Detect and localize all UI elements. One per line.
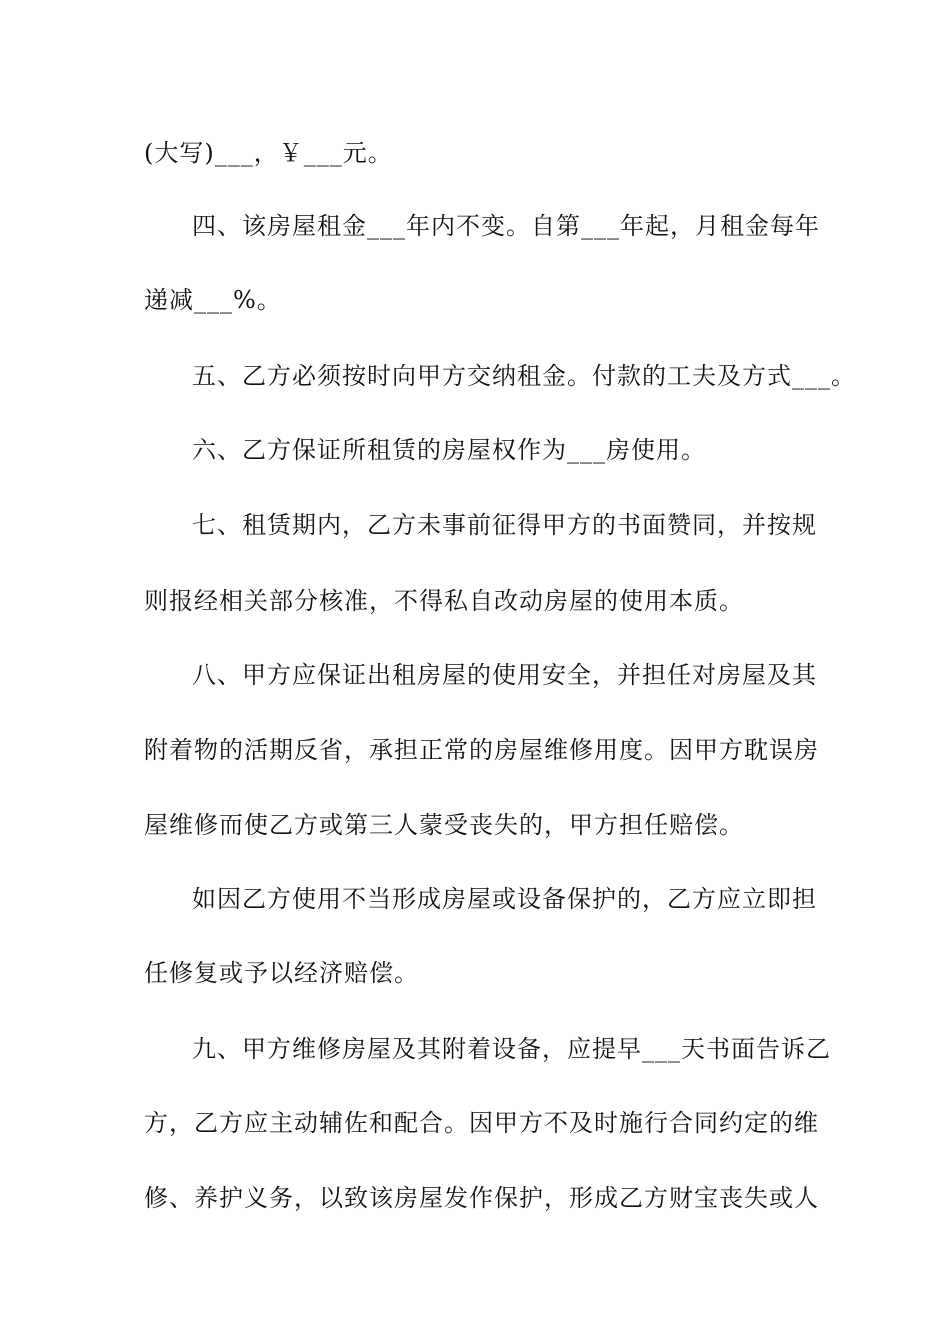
text-line-13: 九、甲方维修房屋及其附着设备，应提早___天书面告诉乙 (192, 1035, 831, 1063)
text-line-6: 七、租赁期内，乙方未事前征得甲方的书面赞同，并按规 (192, 511, 817, 539)
text-line-7: 则报经相关部分核准，不得私自改动房屋的使用本质。 (144, 587, 744, 615)
text-line-5: 六、乙方保证所租赁的房屋权作为___房使用。 (192, 436, 706, 464)
text-line-1: (大写)___，￥___元。 (144, 139, 393, 167)
text-line-15: 修、养护义务，以致该房屋发作保护，形成乙方财宝丧失或人 (144, 1184, 819, 1212)
text-line-12: 任修复或予以经济赔偿。 (144, 959, 419, 987)
text-line-11: 如因乙方使用不当形成房屋或设备保护的，乙方应立即担 (192, 885, 817, 913)
text-line-10: 屋维修而使乙方或第三人蒙受丧失的，甲方担任赔偿。 (144, 811, 744, 839)
text-line-14: 方，乙方应主动辅佐和配合。因甲方不及时施行合同约定的维 (144, 1109, 819, 1137)
text-line-3: 递减___%。 (144, 286, 282, 314)
text-line-8: 八、甲方应保证出租房屋的使用安全，并担任对房屋及其 (192, 661, 817, 689)
text-line-9: 附着物的活期反省，承担正常的房屋维修用度。因甲方耽误房 (144, 736, 819, 764)
text-line-4: 五、乙方必须按时向甲方交纳租金。付款的工夫及方式___。 (192, 362, 856, 390)
text-line-2: 四、该房屋租金___年内不变。自第___年起，月租金每年 (192, 212, 820, 240)
